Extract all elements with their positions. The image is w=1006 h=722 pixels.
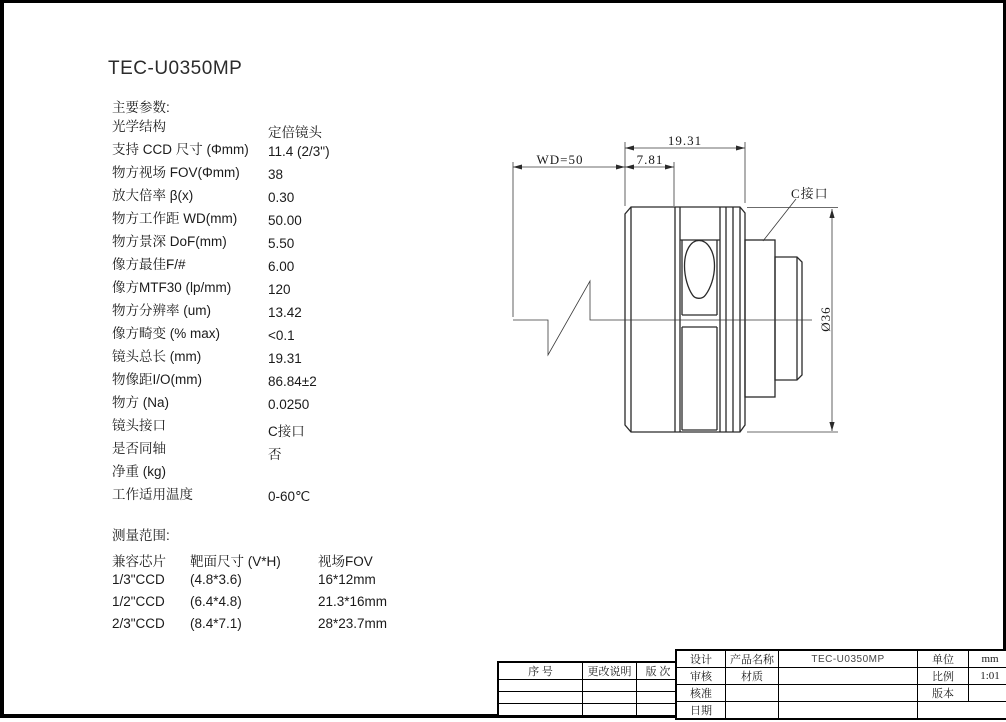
rear-thread-barrel — [775, 257, 802, 380]
measurement-header: 兼容芯片 — [112, 554, 166, 569]
parameter-label: 净重 (kg) — [112, 464, 166, 479]
version-value — [969, 685, 1006, 702]
parameter-value: 0.0250 — [268, 397, 310, 412]
mount-label-text: C接口 — [791, 186, 829, 201]
parameter-value: 120 — [268, 282, 291, 297]
parameter-value: 13.42 — [268, 305, 302, 320]
lens-body-outline — [625, 207, 802, 432]
parameters-section-title: 主要参数: — [112, 100, 170, 115]
dimension-lines — [513, 148, 832, 431]
scale-label: 比例 — [918, 668, 969, 685]
product-name-label: 产品名称 — [726, 650, 779, 668]
product-name-value: TEC-U0350MP — [779, 650, 918, 668]
parameter-value: 6.00 — [268, 259, 295, 274]
target-size: (6.4*4.8) — [190, 594, 242, 609]
material-value — [779, 668, 918, 685]
parameter-label: 像方畸变 (% max) — [112, 326, 220, 341]
parameter-label: 镜头总长 (mm) — [112, 349, 202, 364]
titleblock-row — [676, 702, 1006, 720]
dim-front-length-text: 7.81 — [636, 152, 664, 167]
material-label: 材质 — [726, 668, 779, 685]
parameter-value: 50.00 — [268, 213, 302, 228]
revision-empty-row — [498, 680, 680, 692]
parameter-label: 物方视场 FOV(Φmm) — [112, 165, 240, 180]
titleblock-table — [675, 649, 1006, 720]
parameter-label: 光学结构 — [112, 119, 166, 134]
revision-col-number: 序 号 — [498, 662, 583, 680]
dim-total-length-text: 19.31 — [667, 133, 703, 148]
parameter-label: 物像距I/O(mm) — [112, 372, 202, 387]
empty-cell — [779, 685, 918, 702]
empty-cell — [918, 702, 1006, 720]
sensor-type: 1/3"CCD — [112, 572, 165, 587]
sensor-type: 1/2"CCD — [112, 594, 165, 609]
target-size: (4.8*3.6) — [190, 572, 242, 587]
titleblock-row — [676, 650, 1006, 668]
titleblock-row — [676, 685, 1006, 702]
revision-empty-row — [498, 704, 680, 716]
parameter-label: 像方最佳F/# — [112, 257, 186, 272]
parameter-value: 定倍镜头 — [268, 125, 322, 140]
revision-header-row — [498, 662, 680, 680]
c-mount-flange — [745, 240, 775, 397]
parameter-value: 86.84±2 — [268, 374, 317, 389]
revision-table — [497, 661, 681, 717]
parameter-label: 物方分辨率 (um) — [112, 303, 211, 318]
scale-value: 1:01 — [969, 668, 1006, 685]
parameter-value: 否 — [268, 447, 282, 462]
parameter-value: 11.4 (2/3") — [268, 144, 330, 159]
parameter-label: 工作适用温度 — [112, 487, 193, 502]
parameter-value: 19.31 — [268, 351, 302, 366]
design-label: 设计 — [676, 650, 726, 668]
revision-empty-row — [498, 692, 680, 704]
revision-col-version: 版 次 — [637, 662, 681, 680]
parameter-label: 物方 (Na) — [112, 395, 169, 410]
parameter-label: 镜头接口 — [112, 418, 166, 433]
parameter-label: 支持 CCD 尺寸 (Φmm) — [112, 142, 249, 157]
parameter-value: <0.1 — [268, 328, 295, 343]
unit-label: 单位 — [918, 650, 969, 668]
review-label: 审核 — [676, 668, 726, 685]
parameter-value: 0-60℃ — [268, 489, 311, 504]
parameter-label: 像方MTF30 (lp/mm) — [112, 280, 232, 295]
empty-cell — [726, 702, 779, 720]
titleblock-row — [676, 668, 1006, 685]
thumbscrew-slot — [685, 241, 715, 299]
parameter-label: 物方景深 DoF(mm) — [112, 234, 227, 249]
fov-value: 16*12mm — [318, 572, 376, 587]
version-label: 版本 — [918, 685, 969, 702]
dim-diameter-text: Ø36 — [818, 306, 833, 332]
empty-cell — [726, 685, 779, 702]
parameter-value: 5.50 — [268, 236, 295, 251]
centerline — [513, 281, 812, 355]
date-label: 日期 — [676, 702, 726, 720]
parameter-value: 0.30 — [268, 190, 295, 205]
parameter-value: 38 — [268, 167, 284, 182]
fov-value: 21.3*16mm — [318, 594, 388, 609]
dim-working-distance-text: WD=50 — [536, 152, 584, 167]
revision-col-description: 更改说明 — [583, 662, 637, 680]
parameter-label: 是否同轴 — [112, 441, 166, 456]
sensor-type: 2/3"CCD — [112, 616, 165, 631]
empty-cell — [779, 702, 918, 720]
measurement-header: 靶面尺寸 (V*H) — [190, 554, 281, 569]
unit-value: mm — [969, 650, 1006, 668]
fov-value: 28*23.7mm — [318, 616, 388, 631]
parameter-label: 放大倍率 β(x) — [112, 188, 194, 203]
page-title: TEC-U0350MP — [108, 58, 243, 79]
target-size: (8.4*7.1) — [190, 616, 242, 631]
parameter-value: C接口 — [268, 424, 305, 439]
parameter-label: 物方工作距 WD(mm) — [112, 211, 238, 226]
measurement-section-title: 测量范围: — [112, 528, 170, 543]
measurement-header: 视场FOV — [318, 554, 373, 569]
approve-label: 核准 — [676, 685, 726, 702]
mount-leader-line — [763, 199, 796, 241]
